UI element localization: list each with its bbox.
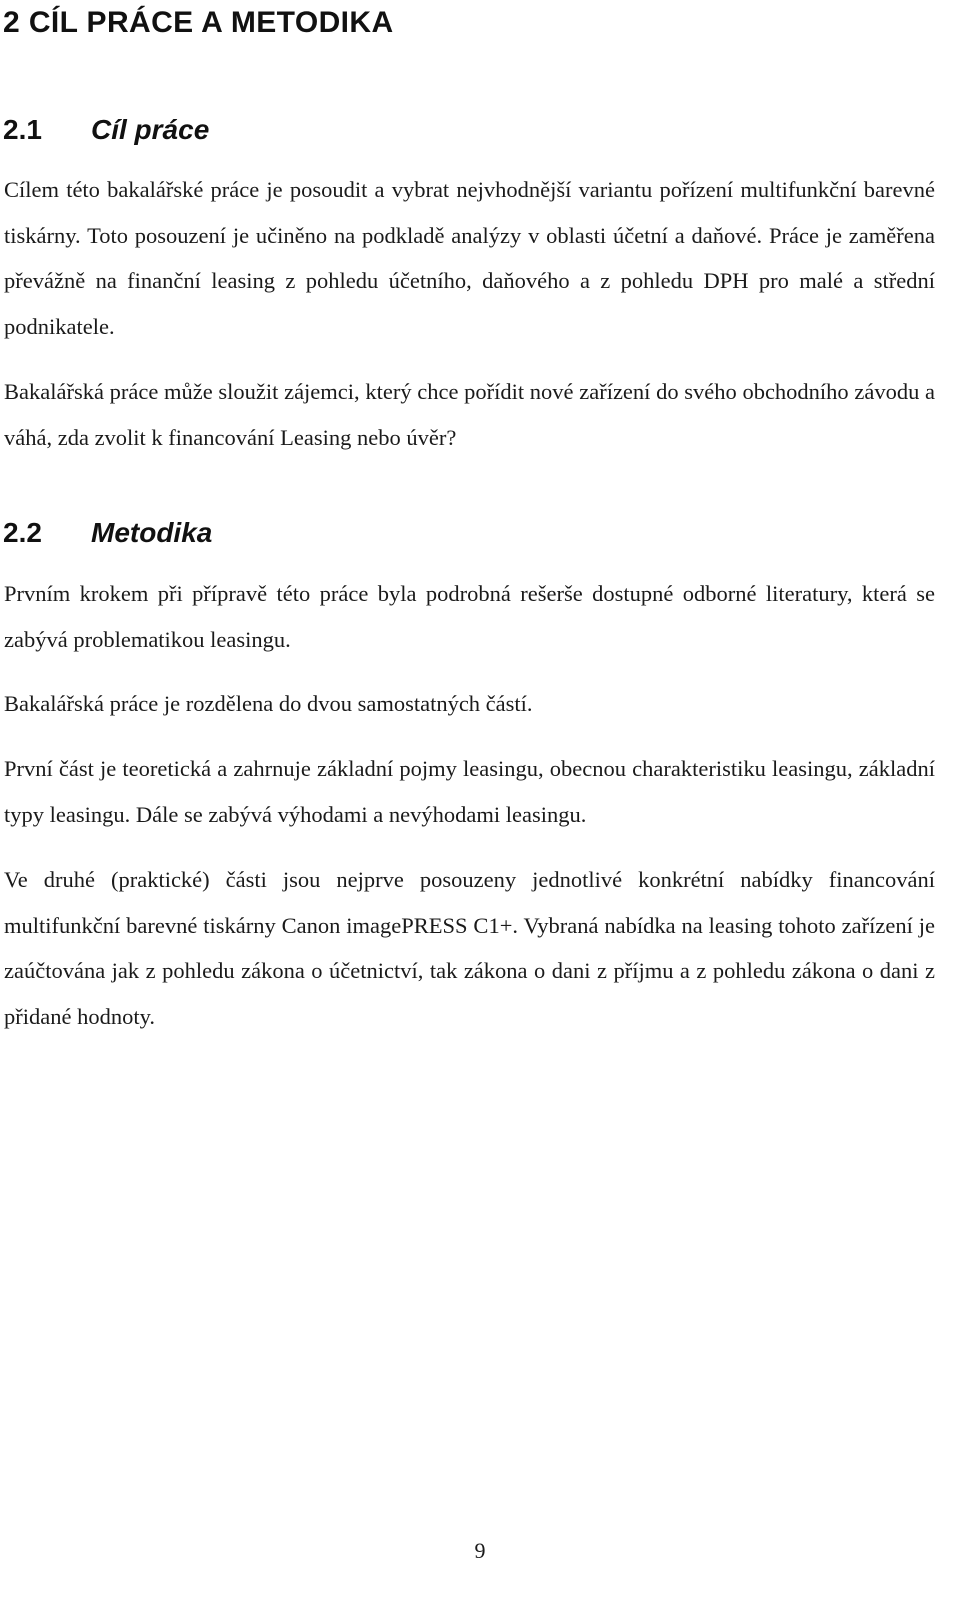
section-heading-methodology (3, 517, 212, 549)
paragraph-method-2: Bakalářská práce je rozdělena do dvou samostatných částí. (4, 691, 533, 716)
section-title: Metodika (91, 517, 213, 548)
section-number: 2.2 (3, 517, 42, 548)
paragraph-method-1: Prvním krokem při přípravě této práce byla podrobná rešerše dostupné odborné literatury, která se zabývá problematikou leasingu. (4, 581, 935, 652)
paragraph-goal-2: Bakalářská práce může sloužit zájemci, který chce pořídit nové zařízení do svého obchodního závodu a váhá, zda zvolit k financování Leasing nebo úvěr? (4, 379, 935, 450)
paragraph-method-4: Ve druhé (praktické) části jsou nejprve posouzeny jednotlivé konkrétní nabídky financování multifunkční barevné tiskárny Canon imagePRESS C1+. Vybraná nabídka na leasing tohoto zařízení je zaúčtována jak z pohledu zákona o účetnictví, tak zákona o dani z příjmu a z pohledu zákona o dani z přidané hodnoty. (4, 867, 935, 1029)
section-heading-goal (3, 114, 209, 146)
chapter-heading: 2 CÍL PRÁCE A METODIKA (3, 6, 394, 39)
page-number: 9 (474, 1538, 486, 1563)
paragraph-goal-1: Cílem této bakalářské práce je posoudit a vybrat nejvhodnější variantu pořízení multifunkční barevné tiskárny. Toto posouzení je učiněno na podkladě analýzy v oblasti účetní a daňové. Práce je zaměřena převážně na finanční leasing z pohledu účetního, daňového a z pohledu DPH pro malé a střední podnikatele. (4, 177, 935, 339)
paragraph-method-3: První část je teoretická a zahrnuje základní pojmy leasingu, obecnou charakteristiku leasingu, základní typy leasingu. Dále se zabývá výhodami a nevýhodami leasingu. (4, 756, 935, 827)
section-number: 2.1 (3, 114, 42, 145)
section-title: Cíl práce (91, 114, 210, 145)
